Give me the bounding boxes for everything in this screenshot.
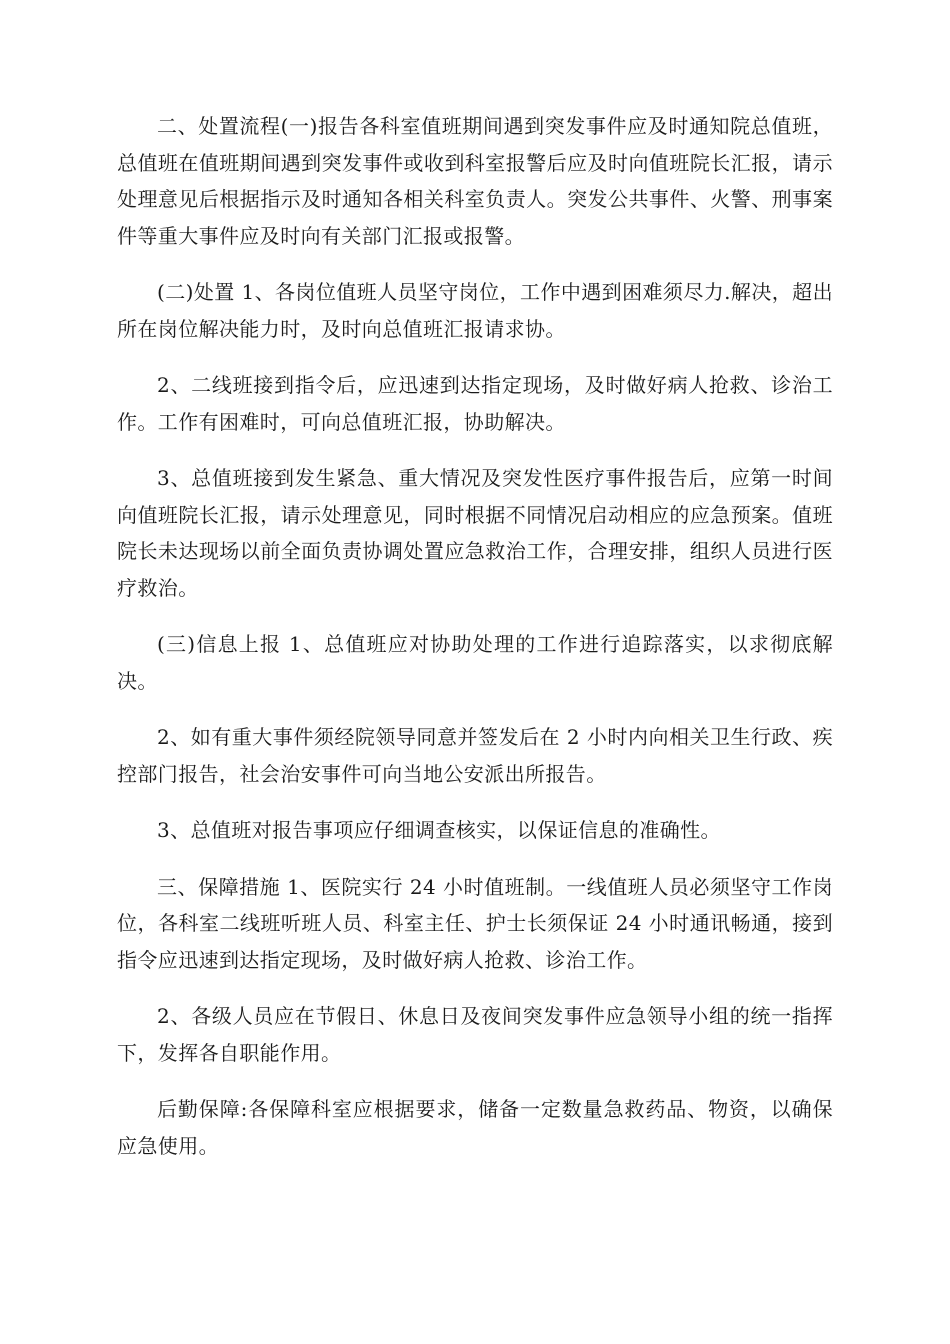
paragraph-handling-step-1: (二)处置 1、各岗位值班人员坚守岗位，工作中遇到困难须尽力.解决，超出所在岗位解决能力时，及时向总值班汇报请求协。 [117, 280, 833, 341]
paragraph-safeguard-step-2: 2、各级人员应在节假日、休息日及夜间突发事件应急领导小组的统一指挥下，发挥各自职能作用。 [117, 1004, 833, 1065]
paragraph-reporting-step-2: 2、如有重大事件须经院领导同意并签发后在 2 小时内向相关卫生行政、疾控部门报告，社会治安事件可向当地公安派出所报告。 [117, 725, 833, 786]
paragraph-safeguard-step-1: 三、保障措施 1、医院实行 24 小时值班制。一线值班人员必须坚守工作岗位，各科室二线班听班人员、科室主任、护士长须保证 24 小时通讯畅通，接到指令应迅速到达指定现场，及时做好病人抢救、诊治工作。 [117, 874, 833, 972]
document-body [117, 108, 833, 1184]
paragraph-reporting-step-1: (三)信息上报 1、总值班应对协助处理的工作进行追踪落实，以求彻底解决。 [117, 632, 833, 693]
paragraph-logistics: 后勤保障:各保障科室应根据要求，储备一定数量急救药品、物资，以确保应急使用。 [117, 1097, 833, 1158]
paragraph-handling-step-3: 3、总值班接到发生紧急、重大情况及突发性医疗事件报告后，应第一时间向值班院长汇报，请示处理意见，同时根据不同情况启动相应的应急预案。值班院长未达现场以前全面负责协调处置应急救治工作，合理安排，组织人员进行医疗救治。 [117, 466, 833, 600]
paragraph-handling-process: 二、处置流程(一)报告各科室值班期间遇到突发事件应及时通知院总值班，总值班在值班期间遇到突发事件或收到科室报警后应及时向值班院长汇报，请示处理意见后根据指示及时通知各相关科室负责人。突发公共事件、火警、刑事案件等重大事件应及时向有关部门汇报或报警。 [117, 114, 833, 248]
paragraph-handling-step-2: 2、二线班接到指令后，应迅速到达指定现场，及时做好病人抢救、诊治工作。工作有困难时，可向总值班汇报，协助解决。 [117, 373, 833, 434]
paragraph-reporting-step-3: 3、总值班对报告事项应仔细调查核实，以保证信息的准确性。 [157, 818, 721, 842]
